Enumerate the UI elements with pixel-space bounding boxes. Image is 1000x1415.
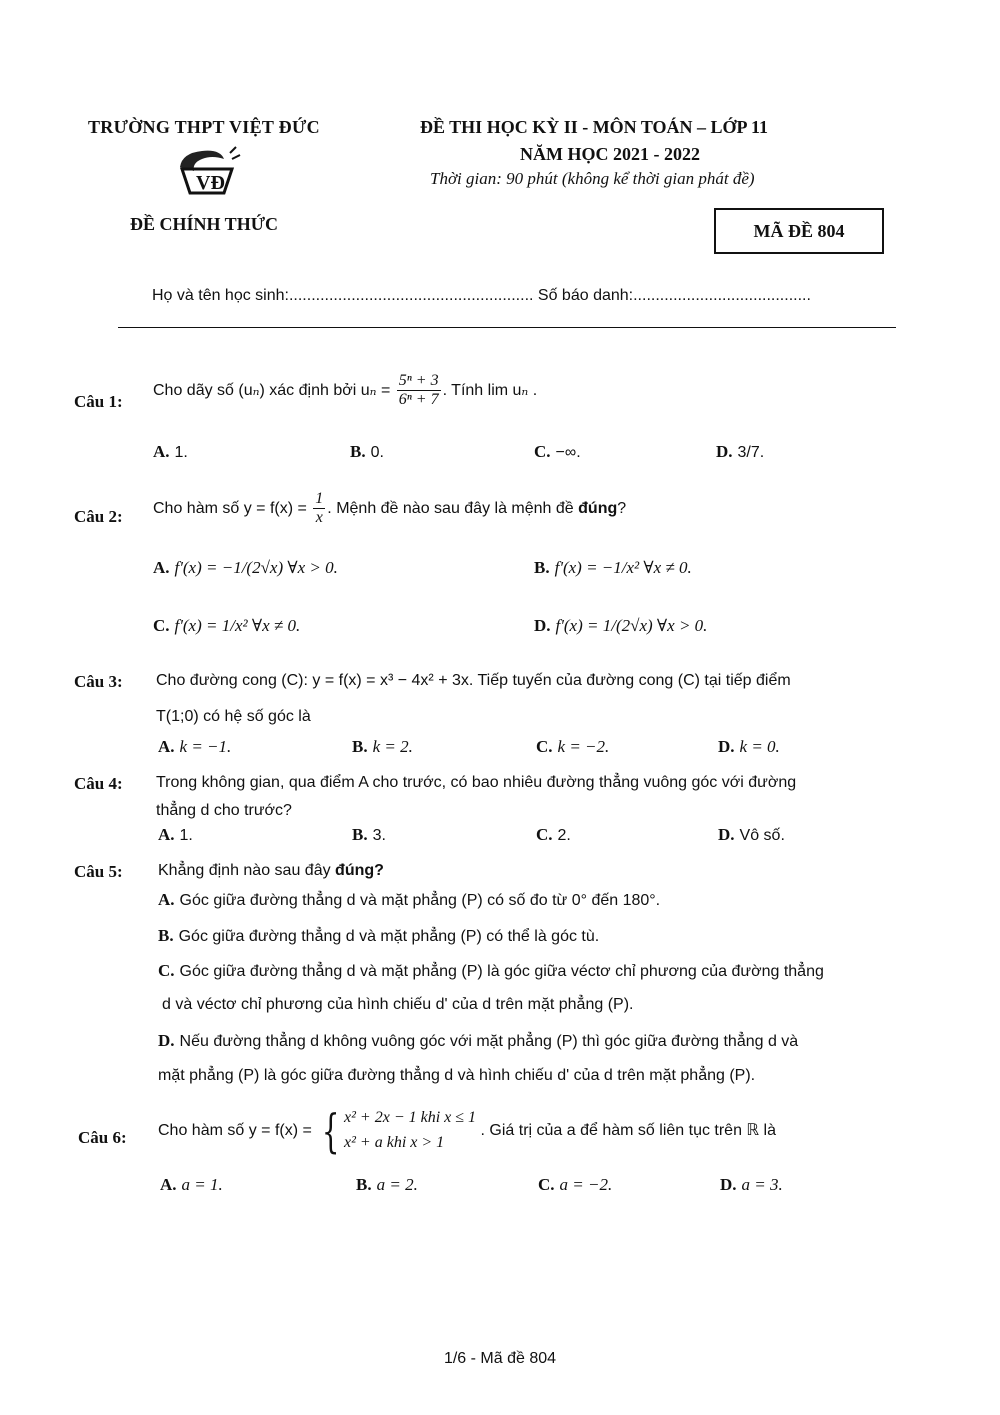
q6-option-a[interactable]: A. a = 1.: [160, 1175, 223, 1194]
exam-title: ĐỀ THI HỌC KỲ II - MÔN TOÁN – LỚP 11: [420, 117, 769, 137]
question-1-stem: Cho dãy số (uₙ) xác định bởi uₙ = $\frac{\text{5ⁿ + 3}}{\text{6ⁿ + 7}}$ . Tính lim uₙ .: [153, 372, 538, 409]
q3-option-a[interactable]: A. k = −1.: [158, 737, 232, 756]
question-4-label: Câu 4:: [74, 774, 123, 793]
question-4-line-1: Trong không gian, qua điểm A cho trước, có bao nhiêu đường thẳng vuông góc với đường: [156, 774, 797, 791]
question-6-label: Câu 6:: [78, 1128, 127, 1147]
question-6-stem: Cho hàm số y = f(x) = { x² + 2x − 1 khi x ≤ 1 x² + a khi x > 1 . Giá trị của a để hàm số liên tục trên ℝ là: [158, 1103, 776, 1158]
exam-time: Thời gian: 90 phút (không kể thời gian phát đề): [430, 169, 755, 188]
student-info-line: Họ và tên học sinh:....................................................... Số báo danh:........................................: [152, 287, 811, 304]
official-label: ĐỀ CHÍNH THỨC: [130, 214, 279, 234]
q1-option-d[interactable]: D. 3/7.: [716, 442, 765, 461]
q2-option-c[interactable]: C. f'(x) = 1/x² ∀x ≠ 0.: [153, 616, 301, 635]
q5-option-c-cont: d và véctơ chỉ phương của hình chiếu d' của d trên mặt phẳng (P).: [162, 996, 634, 1013]
q1-option-a[interactable]: A. 1.: [153, 442, 188, 461]
question-1-label: Câu 1:: [74, 392, 123, 411]
q5-option-d-cont: mặt phẳng (P) là góc giữa đường thẳng d và hình chiếu d' của d trên mặt phẳng (P).: [158, 1067, 756, 1084]
q1-fraction: $\frac{\text{5ⁿ + 3}}{\text{6ⁿ + 7}}$: [398, 372, 439, 409]
q2-option-d[interactable]: D. f'(x) = 1/(2√x) ∀x > 0.: [534, 616, 708, 635]
q6-option-d[interactable]: D. a = 3.: [720, 1175, 783, 1194]
q4-option-b[interactable]: B. 3.: [352, 825, 386, 844]
question-3-label: Câu 3:: [74, 672, 123, 691]
question-4-line-2: thẳng d cho trước?: [156, 802, 292, 819]
question-5-stem: Khẳng định nào sau đây đúng?: [158, 862, 384, 879]
question-2-label: Câu 2:: [74, 507, 123, 526]
q5-option-d[interactable]: D. Nếu đường thẳng d không vuông góc với mặt phẳng (P) thì góc giữa đường thẳng d và: [158, 1031, 799, 1050]
school-year: NĂM HỌC 2021 - 2022: [520, 144, 700, 164]
q3-option-d[interactable]: D. k = 0.: [718, 737, 780, 756]
piecewise-cases: x² + 2x − 1 khi x ≤ 1 x² + a khi x > 1: [344, 1109, 477, 1151]
q4-option-a[interactable]: A. 1.: [158, 825, 193, 844]
q3-option-c[interactable]: C. k = −2.: [536, 737, 610, 756]
q2-option-b[interactable]: B. f'(x) = −1/x² ∀x ≠ 0.: [534, 558, 692, 577]
q1-option-b[interactable]: B. 0.: [350, 442, 384, 461]
exam-code-box: [714, 208, 884, 254]
q1-option-c[interactable]: C. −∞.: [534, 442, 581, 461]
q2-option-a[interactable]: A. f'(x) = −1/(2√x) ∀x > 0.: [153, 558, 338, 577]
question-3-line-1: Cho đường cong (C): y = f(x) = x³ − 4x² + 3x. Tiếp tuyến của đường cong (C) tại tiếp điểm: [156, 672, 791, 689]
q5-option-b[interactable]: B. Góc giữa đường thẳng d và mặt phẳng (P) có thể là góc tù.: [158, 926, 600, 945]
logo-text: VĐ: [196, 172, 225, 194]
q6-option-b[interactable]: B. a = 2.: [356, 1175, 418, 1194]
q3-option-b[interactable]: B. k = 2.: [352, 737, 413, 756]
q5-option-c[interactable]: C. Góc giữa đường thẳng d và mặt phẳng (P) là góc giữa véctơ chỉ phương của đường thẳng: [158, 961, 824, 980]
exam-code: MÃ ĐỀ 804: [753, 220, 845, 241]
question-5-label: Câu 5:: [74, 862, 123, 881]
q4-option-c[interactable]: C. 2.: [536, 825, 571, 844]
school-name: TRƯỜNG THPT VIỆT ĐỨC: [88, 117, 320, 137]
question-2-stem: Cho hàm số y = f(x) = $\frac{1}{x}$ . Mệnh đề nào sau đây là mệnh đề đúng?: [153, 490, 627, 527]
question-3-line-2: T(1;0) có hệ số góc là: [156, 708, 311, 725]
school-logo-icon: [172, 145, 242, 197]
q5-option-a[interactable]: A. Góc giữa đường thẳng d và mặt phẳng (P) có số đo từ 0° đến 180°.: [158, 890, 661, 909]
piecewise-brace: {: [322, 1103, 340, 1158]
page-footer: 1/6 - Mã đề 804: [443, 1350, 557, 1367]
q4-option-d[interactable]: D. Vô số.: [718, 825, 785, 844]
header-divider: [118, 327, 896, 328]
q6-option-c[interactable]: C. a = −2.: [538, 1175, 613, 1194]
